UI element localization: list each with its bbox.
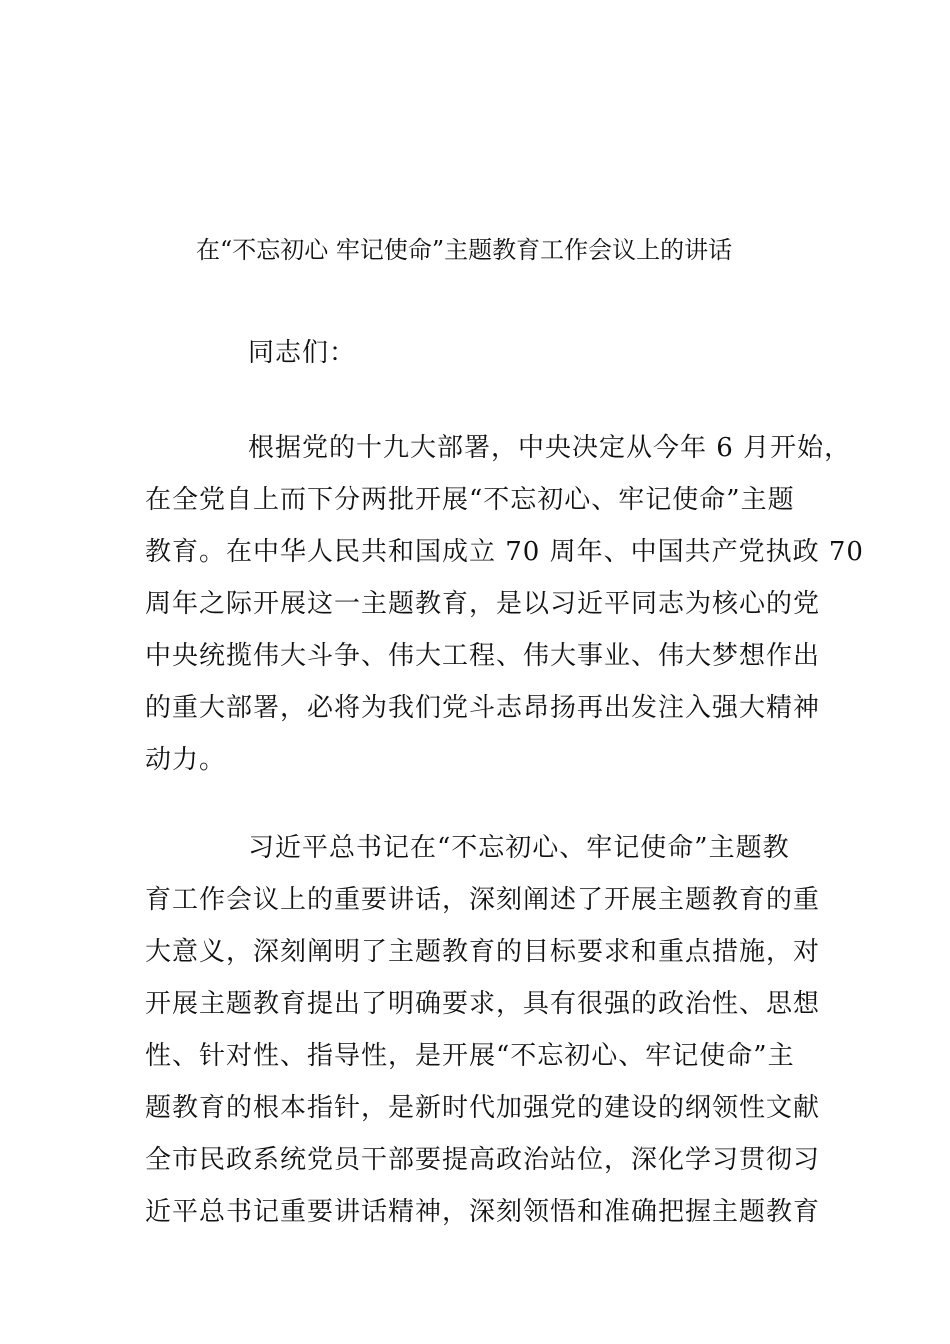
paragraph-line: 周年之际开展这一主题教育，是以习近平同志为核心的党 [145, 589, 821, 619]
salutation: 同志们： [248, 338, 357, 368]
paragraph-line: 根据党的十九大部署，中央决定从今年 6 月开始， [248, 433, 852, 463]
paragraph-line: 习近平总书记在“不忘初心、牢记使命”主题教 [248, 833, 790, 863]
document-title: 在“不忘初心 牢记使命”主题教育工作会议上的讲话 [196, 236, 733, 264]
paragraph-line: 题教育的根本指针，是新时代加强党的建设的纲领性文献 [145, 1093, 821, 1123]
paragraph-line: 近平总书记重要讲话精神，深刻领悟和准确把握主题教育 [145, 1197, 821, 1227]
paragraph-line: 的重大部署，必将为我们党斗志昂扬再出发注入强大精神 [145, 693, 821, 723]
paragraph-line: 性、针对性、指导性，是开展“不忘初心、牢记使命”主 [145, 1041, 795, 1071]
paragraph-line: 育工作会议上的重要讲话，深刻阐述了开展主题教育的重 [145, 885, 821, 915]
paragraph-line: 动力。 [145, 745, 227, 775]
paragraph-line: 大意义，深刻阐明了主题教育的目标要求和重点措施，对 [145, 937, 821, 967]
paragraph-line: 开展主题教育提出了明确要求，具有很强的政治性、思想 [145, 989, 821, 1019]
paragraph-line: 在全党自上而下分两批开展“不忘初心、牢记使命”主题 [145, 485, 795, 515]
paragraph-line: 全市民政系统党员干部要提高政治站位，深化学习贯彻习 [145, 1145, 821, 1175]
paragraph-line: 中央统揽伟大斗争、伟大工程、伟大事业、伟大梦想作出 [145, 641, 821, 671]
paragraph-line: 教育。在中华人民共和国成立 70 周年、中国共产党执政 70 [145, 537, 864, 567]
